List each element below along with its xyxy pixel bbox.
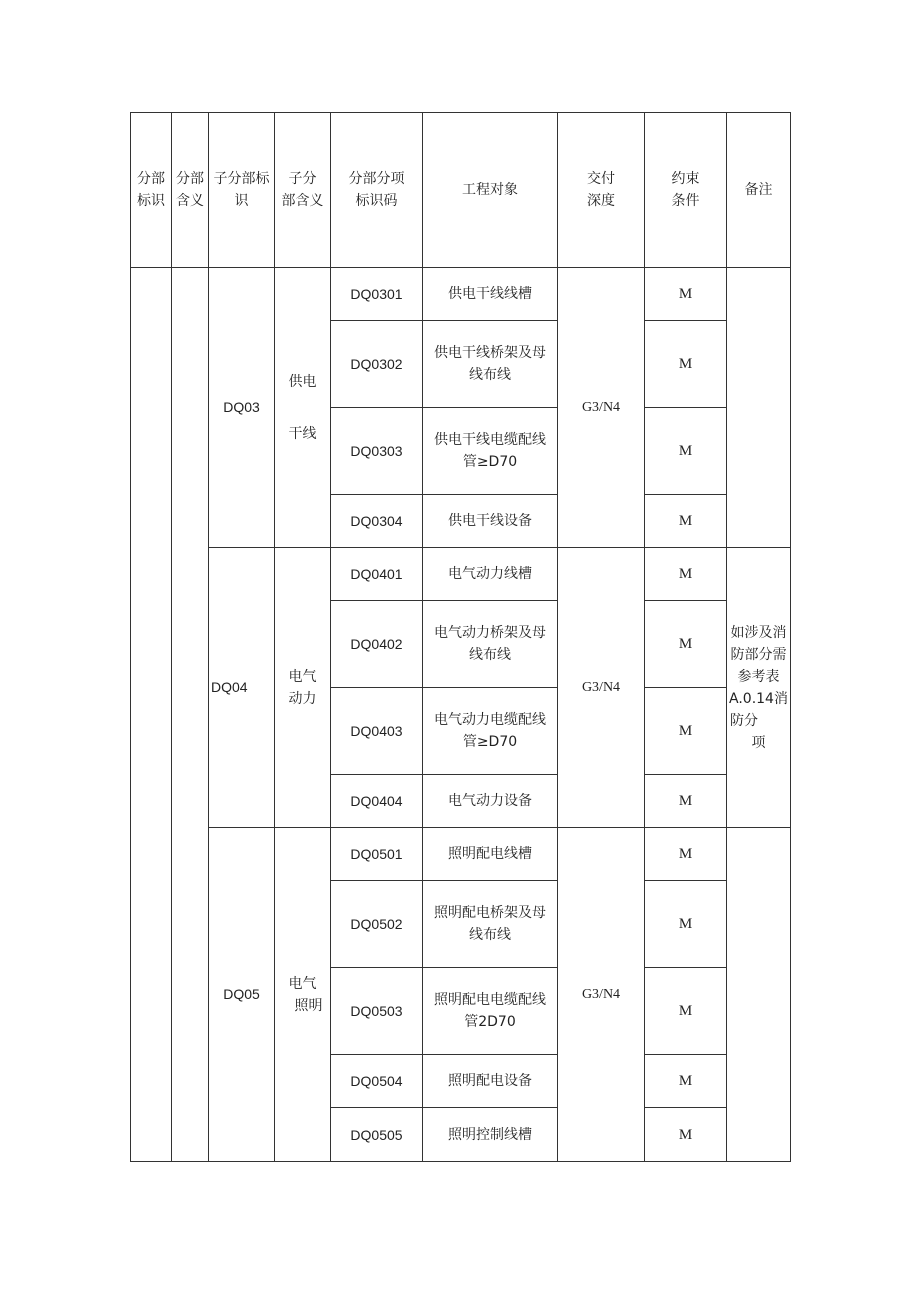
header-object: 工程对象 — [423, 113, 558, 268]
constraint-cell: M — [645, 1108, 727, 1162]
header-row — [131, 113, 791, 268]
fenbu-hanyi-cell — [172, 268, 209, 1162]
item-code: DQ0402 — [331, 601, 423, 688]
delivery-cell: G3/N4 — [558, 548, 645, 828]
constraint-cell: M — [645, 775, 727, 828]
item-object: 照明配电电缆配线 管2D70 — [423, 968, 558, 1055]
item-code: DQ0404 — [331, 775, 423, 828]
header-fenxiang-code: 分部分项 标识码 — [331, 113, 423, 268]
table-row — [131, 268, 791, 321]
delivery-cell: G3/N4 — [558, 268, 645, 548]
item-code: DQ0504 — [331, 1055, 423, 1108]
item-object: 电气动力电缆配线 管≥D70 — [423, 688, 558, 775]
header-zifenbu-biaoshi: 子分部标 识 — [209, 113, 275, 268]
subgroup-code: DQ05 — [209, 828, 275, 1162]
constraint-cell: M — [645, 828, 727, 881]
item-object: 供电干线桥架及母 线布线 — [423, 321, 558, 408]
subgroup-meaning: 供电 干线 — [275, 268, 331, 548]
constraint-cell: M — [645, 688, 727, 775]
item-code: DQ0503 — [331, 968, 423, 1055]
table-row — [131, 548, 791, 601]
item-object: 供电干线设备 — [423, 495, 558, 548]
item-object: 供电干线电缆配线 管≥D70 — [423, 408, 558, 495]
item-code: DQ0304 — [331, 495, 423, 548]
item-object: 照明配电线槽 — [423, 828, 558, 881]
subgroup-meaning: 电气 照明 — [275, 828, 331, 1162]
item-object: 照明配电桥架及母 线布线 — [423, 881, 558, 968]
item-code: DQ0303 — [331, 408, 423, 495]
header-note: 备注 — [727, 113, 791, 268]
item-object: 照明配电设备 — [423, 1055, 558, 1108]
item-object: 电气动力桥架及母 线布线 — [423, 601, 558, 688]
constraint-cell: M — [645, 321, 727, 408]
constraint-cell: M — [645, 495, 727, 548]
constraint-cell: M — [645, 601, 727, 688]
header-constraint: 约束 条件 — [645, 113, 727, 268]
item-object: 电气动力线槽 — [423, 548, 558, 601]
spec-table — [130, 112, 791, 1162]
subgroup-meaning: 电气 动力 — [275, 548, 331, 828]
note-cell — [727, 268, 791, 548]
delivery-cell: G3/N4 — [558, 828, 645, 1162]
subgroup-code: DQ03 — [209, 268, 275, 548]
constraint-cell: M — [645, 548, 727, 601]
header-fenbu-biaoshi: 分部 标识 — [131, 113, 172, 268]
constraint-cell: M — [645, 881, 727, 968]
item-code: DQ0301 — [331, 268, 423, 321]
item-code: DQ0403 — [331, 688, 423, 775]
item-code: DQ0302 — [331, 321, 423, 408]
item-code: DQ0505 — [331, 1108, 423, 1162]
item-code: DQ0401 — [331, 548, 423, 601]
constraint-cell: M — [645, 268, 727, 321]
header-zifenbu-hanyi: 子分 部含义 — [275, 113, 331, 268]
header-fenbu-hanyi: 分部 含义 — [172, 113, 209, 268]
item-object: 照明控制线槽 — [423, 1108, 558, 1162]
fenbu-biaoshi-cell — [131, 268, 172, 1162]
constraint-cell: M — [645, 968, 727, 1055]
note-cell — [727, 828, 791, 1162]
subgroup-code: DQ04 — [209, 548, 275, 828]
note-cell: 如涉及消 防部分需 参考表 A.0.14消 防分 项 — [727, 548, 791, 828]
item-object: 电气动力设备 — [423, 775, 558, 828]
table-row — [131, 828, 791, 881]
constraint-cell: M — [645, 408, 727, 495]
header-delivery: 交付 深度 — [558, 113, 645, 268]
item-object: 供电干线线槽 — [423, 268, 558, 321]
item-code: DQ0501 — [331, 828, 423, 881]
constraint-cell: M — [645, 1055, 727, 1108]
item-code: DQ0502 — [331, 881, 423, 968]
